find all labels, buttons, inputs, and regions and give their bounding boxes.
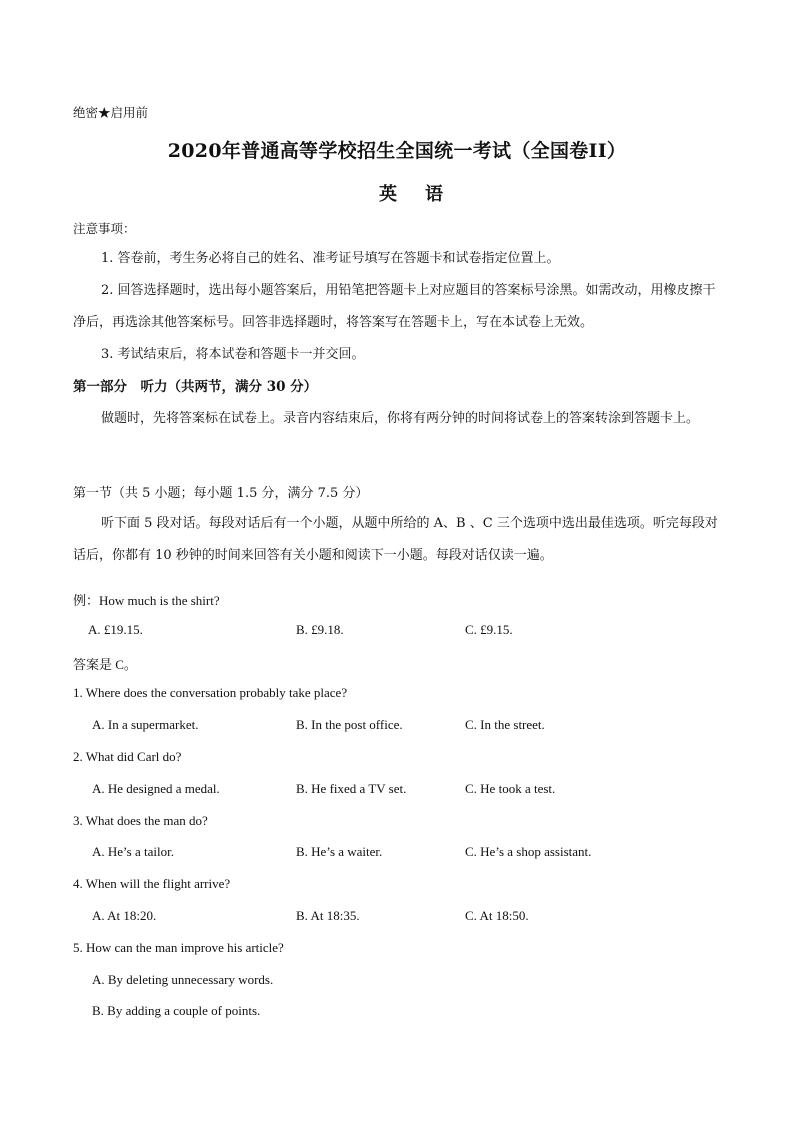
- q4-option-a: A. At 18:20.: [92, 908, 157, 923]
- question-3: 3. What does the man do?: [73, 813, 208, 828]
- q5-option-a: A. By deleting unnecessary words.: [92, 972, 274, 987]
- example-question: 例：How much is the shirt?: [73, 593, 220, 608]
- example-option-a: A. £19.15.: [88, 622, 143, 637]
- subject-title: 英语: [379, 184, 471, 205]
- example-option-b: B. £9.18.: [296, 622, 344, 637]
- notice-item-2: 2. 回答选择题时，选出每小题答案后，用铅笔把答题卡上对应题目的答案标号涂黑。如需改动，用橡皮擦干净后，再选涂其他答案标号。回答非选择题时，将答案写在答题卡上，写在本试卷上无效。: [73, 283, 716, 330]
- question-4: 4. When will the flight arrive?: [73, 876, 231, 891]
- q4-option-c: C. At 18:50.: [465, 908, 529, 923]
- q2-option-c: C. He took a test.: [465, 781, 556, 796]
- example-option-c: C. £9.15.: [465, 622, 513, 637]
- q1-option-a: A. In a supermarket.: [92, 717, 199, 732]
- question-5: 5. How can the man improve his article?: [73, 940, 284, 955]
- q1-option-b: B. In the post office.: [296, 717, 403, 732]
- notice-item-1: 1. 答卷前，考生务必将自己的姓名、准考证号填写在答题卡和试卷指定位置上。: [101, 251, 560, 266]
- q4-option-b: B. At 18:35.: [296, 908, 360, 923]
- q5-option-b: B. By adding a couple of points.: [92, 1003, 261, 1018]
- section1-instructions: 听下面 5 段对话。每段对话后有一个小题，从题中所给的 A、B 、C 三个选项中选出最佳选项。听完每段对话后，你都有 10 秒钟的时间来回答有关小题和阅读下一小题。每段对话仅读一遍。: [73, 516, 718, 563]
- section1-heading: 第一节（共 5 小题；每小题 1.5 分，满分 7.5 分）: [73, 486, 369, 501]
- notice-item-3: 3. 考试结束后，将本试卷和答题卡一并交回。: [101, 347, 365, 362]
- q3-option-b: B. He’s a waiter.: [296, 844, 383, 859]
- q2-option-b: B. He fixed a TV set.: [296, 781, 407, 796]
- q2-option-a: A. He designed a medal.: [92, 781, 220, 796]
- notice-heading: 注意事项：: [73, 221, 136, 236]
- part1-instructions: 做题时，先将答案标在试卷上。录音内容结束后，你将有两分钟的时间将试卷上的答案转涂到答题卡上。: [101, 411, 700, 426]
- question-1: 1. Where does the conversation probably take place?: [73, 685, 348, 700]
- q1-option-c: C. In the street.: [465, 717, 545, 732]
- question-2: 2. What did Carl do?: [73, 749, 182, 764]
- q3-option-c: C. He’s a shop assistant.: [465, 844, 592, 859]
- q3-option-a: A. He’s a tailor.: [92, 844, 174, 859]
- confidential-label: 绝密★启用前: [73, 105, 149, 120]
- part1-heading: 第一部分 听力（共两节，满分 30 分）: [73, 379, 318, 395]
- example-answer: 答案是 C。: [73, 657, 137, 672]
- exam-title: 2020年普通高等学校招生全国统一考试（全国卷II）: [167, 140, 627, 162]
